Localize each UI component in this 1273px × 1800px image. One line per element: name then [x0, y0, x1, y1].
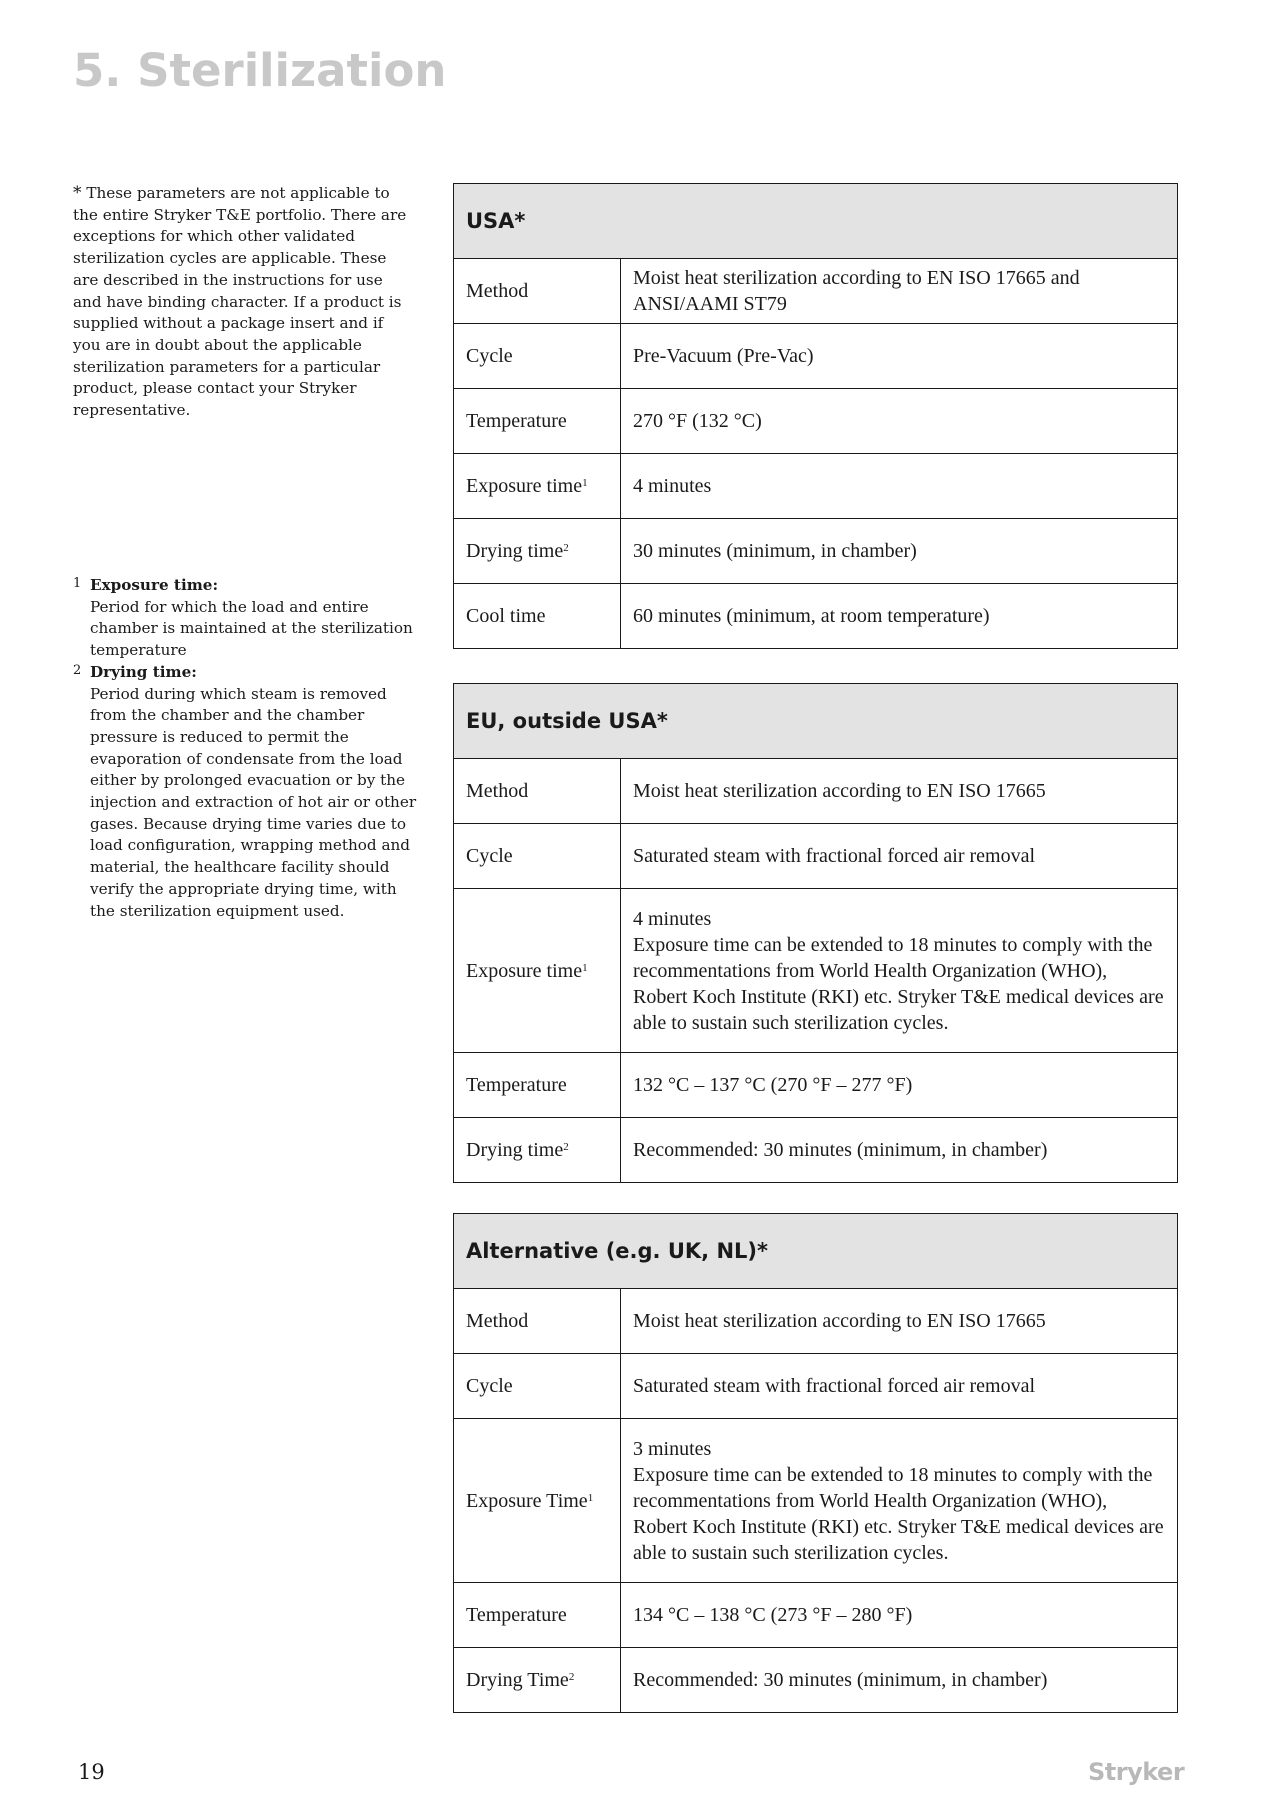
footnote-drying-time	[73, 662, 418, 922]
row-value: Moist heat sterilization according to EN ISO 17665	[621, 1289, 1178, 1354]
table-row	[454, 1419, 1178, 1583]
row-label: Drying time	[466, 540, 564, 562]
page-number: 19	[78, 1760, 105, 1784]
row-value: Moist heat sterilization according to EN ISO 17665 and ANSI/AAMI ST79	[621, 259, 1178, 324]
footnote-text: Period during which steam is removed from the chamber and the chamber pressure is reduced to permit the evaporation of condensate from the load either by prolonged evacuation or by the injection and extraction of hot air or other gases. Because drying time varies due to load configuration, wrapping method and material, the healthcare facility should verify the appropriate drying time, with the sterilization equipment used.	[90, 684, 417, 920]
row-label-cell	[454, 1118, 621, 1183]
row-label-cell	[454, 519, 621, 584]
row-value: Saturated steam with fractional forced air removal	[621, 824, 1178, 889]
table-row	[454, 324, 1178, 389]
stryker-logo: Stryker	[1088, 1758, 1185, 1786]
table-heading: USA*	[454, 184, 1178, 259]
applicability-note-text: These parameters are not applicable to the entire Stryker T&E portfolio. There are exceptions for which other validated sterilization cycles are applicable. These are described in the instructions for use and have binding character. If a product is supplied without a package insert and if you are in doubt about the applicable sterilization parameters for a particular product, please contact your Stryker representative.	[73, 184, 407, 420]
row-value: Moist heat sterilization according to EN ISO 17665	[621, 759, 1178, 824]
table-row	[454, 454, 1178, 519]
row-label: Temperature	[454, 389, 621, 454]
table-row	[454, 1583, 1178, 1648]
row-value: 134 °C – 138 °C (273 °F – 280 °F)	[621, 1583, 1178, 1648]
footnote-ref: 1	[582, 961, 588, 974]
row-label: Exposure time	[466, 475, 583, 497]
row-value: Recommended: 30 minutes (minimum, in chamber)	[621, 1648, 1178, 1713]
table-row	[454, 519, 1178, 584]
table-row	[454, 889, 1178, 1053]
footnote-ref: 1	[582, 477, 588, 489]
row-value: Recommended: 30 minutes (minimum, in chamber)	[621, 1118, 1178, 1183]
row-value	[621, 889, 1178, 1053]
footnote-term: Exposure time:	[90, 576, 219, 594]
row-label: Cycle	[454, 824, 621, 889]
table-row	[454, 1289, 1178, 1354]
row-label: Temperature	[454, 1053, 621, 1118]
row-value: 30 minutes (minimum, in chamber)	[621, 519, 1178, 584]
table-row	[454, 759, 1178, 824]
table-row	[454, 259, 1178, 324]
footnote-ref: 2	[563, 542, 569, 554]
usa-parameters-table	[453, 183, 1178, 649]
row-label-cell	[454, 889, 621, 1053]
table-heading: EU, outside USA*	[454, 684, 1178, 759]
row-label: Method	[454, 759, 621, 824]
row-value-detail: Exposure time can be extended to 18 minutes to comply with the recommentations from World Health Organization (WHO), Robert Koch Institute (RKI) etc. Stryker T&E medical devices are able to sustain such sterilization cycles.	[633, 933, 1164, 1034]
row-value-detail: Exposure time can be extended to 18 minutes to comply with the recommentations from World Health Organization (WHO), Robert Koch Institute (RKI) etc. Stryker T&E medical devices are able to sustain such sterilization cycles.	[633, 1463, 1164, 1564]
row-label: Exposure Time	[466, 1489, 588, 1512]
row-label-cell	[454, 1648, 621, 1713]
row-label-cell	[454, 1419, 621, 1583]
row-value	[621, 1419, 1178, 1583]
row-value: Pre-Vacuum (Pre-Vac)	[621, 324, 1178, 389]
row-label: Drying time	[466, 1139, 564, 1161]
alternative-parameters-table	[453, 1213, 1178, 1713]
footnote-exposure-time	[73, 575, 418, 662]
table-row	[454, 389, 1178, 454]
footnote-ref: 2	[563, 1141, 569, 1153]
footnote-ref: 1	[587, 1491, 594, 1504]
row-label: Temperature	[454, 1583, 621, 1648]
row-value: Saturated steam with fractional forced air removal	[621, 1354, 1178, 1419]
table-row	[454, 1053, 1178, 1118]
applicability-note	[73, 183, 413, 422]
table-row	[454, 1648, 1178, 1713]
table-row	[454, 584, 1178, 649]
row-label: Cycle	[454, 324, 621, 389]
footnote-text: Period for which the load and entire chamber is maintained at the sterilization temperature	[90, 597, 413, 660]
asterisk-mark: *	[73, 183, 82, 203]
row-value: 4 minutes	[621, 454, 1178, 519]
footnote-term: Drying time:	[90, 662, 197, 681]
row-value: 132 °C – 137 °C (270 °F – 277 °F)	[621, 1053, 1178, 1118]
row-label: Method	[454, 1289, 621, 1354]
row-value: 270 °F (132 °C)	[621, 389, 1178, 454]
table-heading: Alternative (e.g. UK, NL)*	[454, 1214, 1178, 1289]
row-label-cell	[454, 454, 621, 519]
footnote-mark: 2	[73, 662, 82, 678]
footnotes	[73, 575, 418, 922]
row-value-primary: 4 minutes	[633, 907, 712, 930]
footnote-ref: 2	[568, 1671, 575, 1683]
row-label: Exposure time	[466, 959, 583, 982]
row-label: Method	[454, 259, 621, 324]
row-label: Drying Time	[466, 1669, 569, 1691]
table-row	[454, 1354, 1178, 1419]
table-row	[454, 824, 1178, 889]
page-title: 5. Sterilization	[73, 44, 447, 97]
row-label: Cool time	[454, 584, 621, 649]
eu-parameters-table	[453, 683, 1178, 1183]
row-value-primary: 3 minutes	[633, 1437, 712, 1460]
row-value: 60 minutes (minimum, at room temperature)	[621, 584, 1178, 649]
table-row	[454, 1118, 1178, 1183]
footnote-mark: 1	[73, 576, 82, 591]
row-label: Cycle	[454, 1354, 621, 1419]
